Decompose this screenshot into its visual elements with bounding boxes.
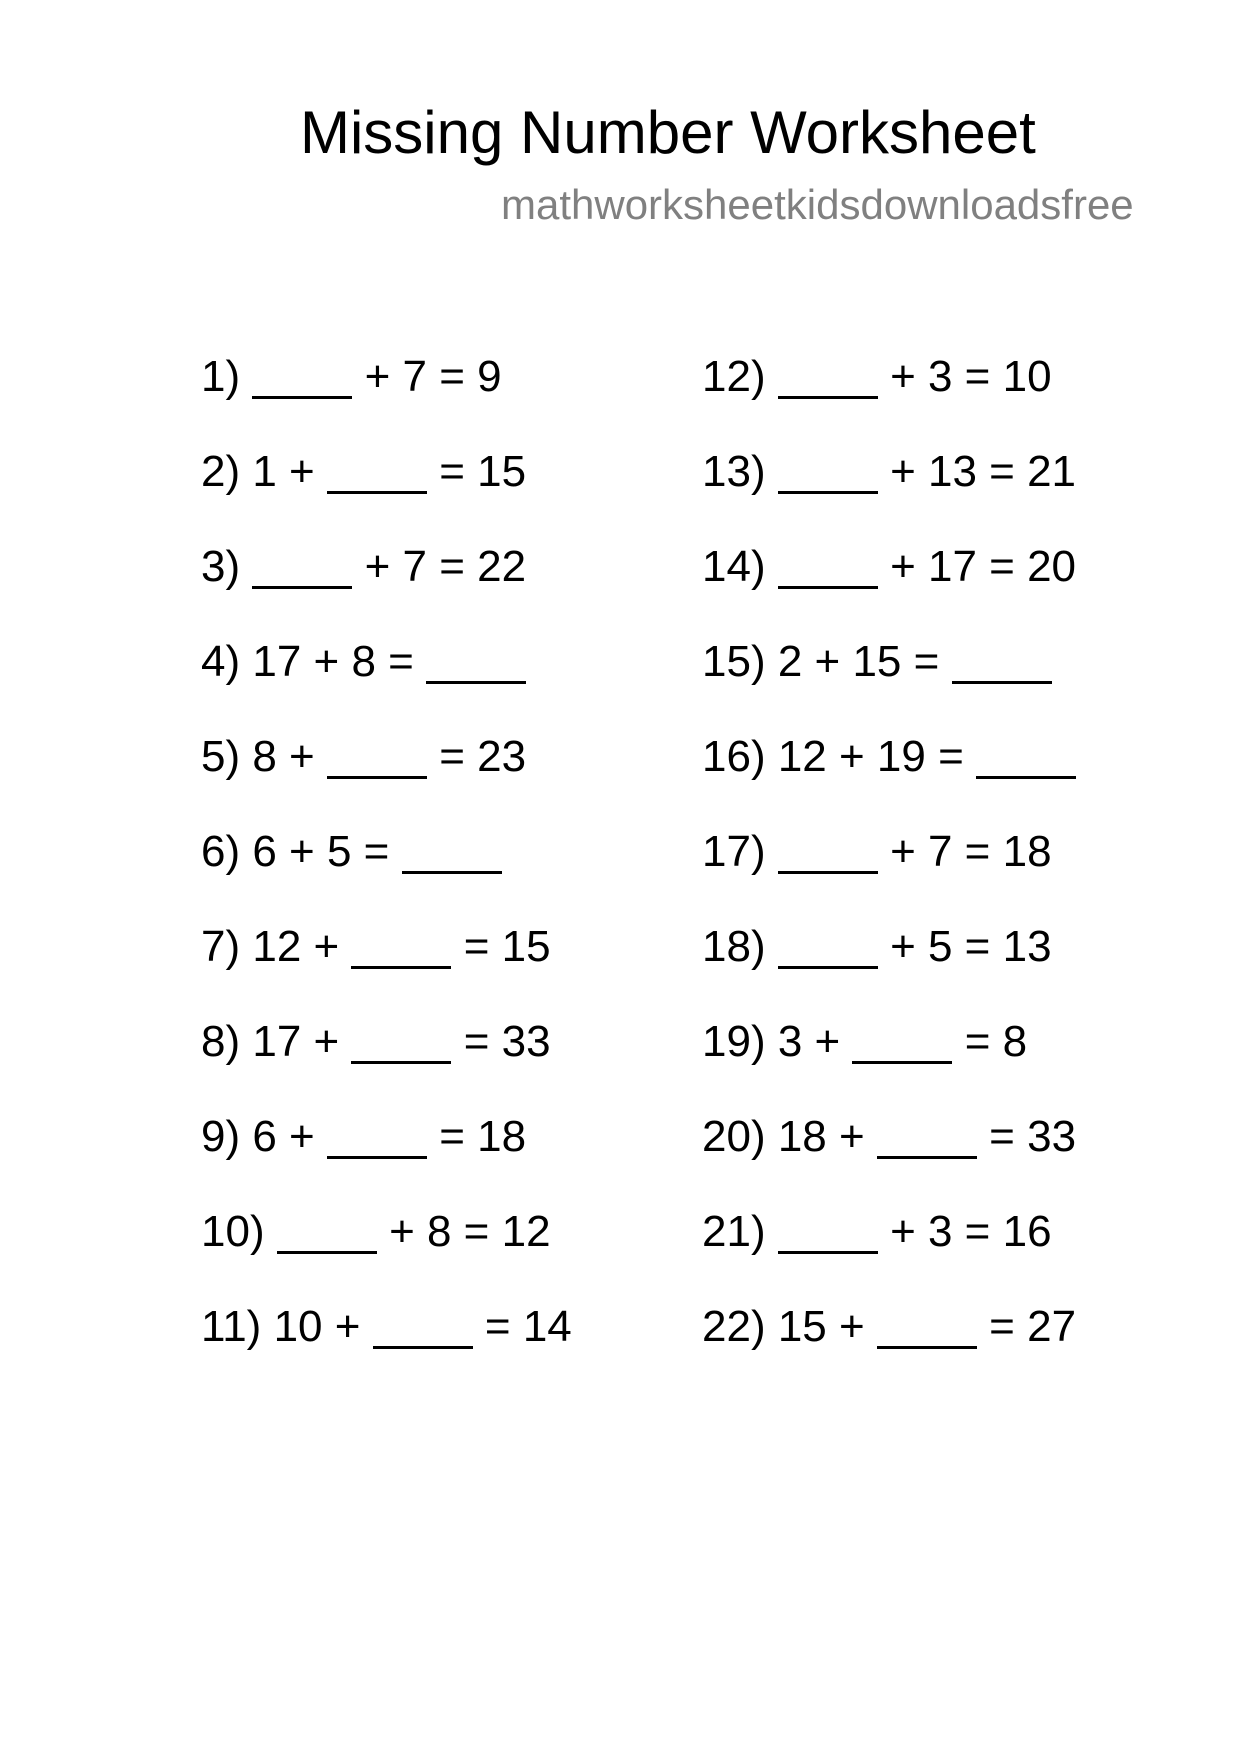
problem-expression: 12 + bbox=[252, 922, 340, 971]
problem-expression: + 7 = 18 bbox=[890, 827, 1052, 876]
problem-item bbox=[201, 827, 502, 877]
problem-expression: = 14 bbox=[484, 1302, 572, 1351]
problem-number: 20) bbox=[702, 1112, 766, 1161]
problem-number: 1) bbox=[201, 352, 241, 401]
problem-expression: + 3 = 10 bbox=[890, 352, 1052, 401]
problem-number: 10) bbox=[201, 1207, 265, 1256]
answer-blank[interactable] bbox=[252, 586, 352, 589]
problem-number: 13) bbox=[702, 447, 766, 496]
problem-expression: = 27 bbox=[989, 1302, 1077, 1351]
problem-expression: = 15 bbox=[439, 447, 527, 496]
answer-blank[interactable] bbox=[877, 1346, 977, 1349]
problem-number: 7) bbox=[201, 922, 241, 971]
problem-expression: = 23 bbox=[439, 732, 527, 781]
problem-expression: + 3 = 16 bbox=[890, 1207, 1052, 1256]
answer-blank[interactable] bbox=[373, 1346, 473, 1349]
problem-number: 11) bbox=[201, 1302, 262, 1351]
problem-expression: 1 + bbox=[252, 447, 315, 496]
problem-item bbox=[702, 1207, 1052, 1257]
answer-blank[interactable] bbox=[877, 1156, 977, 1159]
answer-blank[interactable] bbox=[327, 1156, 427, 1159]
answer-blank[interactable] bbox=[351, 966, 451, 969]
answer-blank[interactable] bbox=[351, 1061, 451, 1064]
problem-item bbox=[702, 637, 1052, 687]
problem-number: 3) bbox=[201, 542, 241, 591]
problem-expression: 10 + bbox=[273, 1302, 361, 1351]
problem-number: 19) bbox=[702, 1017, 766, 1066]
answer-blank[interactable] bbox=[426, 681, 526, 684]
problem-number: 9) bbox=[201, 1112, 241, 1161]
problem-expression: = 8 bbox=[964, 1017, 1028, 1066]
problem-number: 22) bbox=[702, 1302, 766, 1351]
problem-item bbox=[201, 1207, 551, 1257]
answer-blank[interactable] bbox=[252, 396, 352, 399]
problem-item bbox=[201, 542, 526, 592]
problem-expression: 15 + bbox=[777, 1302, 865, 1351]
problem-item bbox=[702, 1112, 1076, 1162]
problem-expression: 3 + bbox=[777, 1017, 841, 1066]
answer-blank[interactable] bbox=[852, 1061, 952, 1064]
problem-item bbox=[702, 447, 1076, 497]
problem-item bbox=[201, 732, 526, 782]
answer-blank[interactable] bbox=[778, 586, 878, 589]
problem-number: 15) bbox=[702, 637, 766, 686]
problem-item bbox=[201, 637, 526, 687]
problem-expression: + 17 = 20 bbox=[890, 542, 1077, 591]
answer-blank[interactable] bbox=[277, 1251, 377, 1254]
problem-expression: + 5 = 13 bbox=[890, 922, 1052, 971]
answer-blank[interactable] bbox=[402, 871, 502, 874]
problem-expression: 2 + 15 = bbox=[777, 637, 940, 686]
problem-number: 4) bbox=[201, 637, 241, 686]
problem-number: 14) bbox=[702, 542, 766, 591]
problem-number: 5) bbox=[201, 732, 241, 781]
problem-item bbox=[201, 352, 502, 402]
answer-blank[interactable] bbox=[778, 1251, 878, 1254]
problem-number: 6) bbox=[201, 827, 241, 876]
problem-number: 17) bbox=[702, 827, 766, 876]
answer-blank[interactable] bbox=[778, 871, 878, 874]
problem-number: 2) bbox=[201, 447, 241, 496]
problem-expression: 6 + 5 = bbox=[252, 827, 390, 876]
problem-item bbox=[201, 1112, 526, 1162]
problem-expression: 12 + 19 = bbox=[777, 732, 964, 781]
problem-expression: = 18 bbox=[439, 1112, 527, 1161]
problem-expression: + 7 = 22 bbox=[364, 542, 527, 591]
problem-item bbox=[702, 827, 1052, 877]
problem-expression: 17 + 8 = bbox=[252, 637, 414, 686]
problem-item bbox=[201, 922, 551, 972]
problem-item bbox=[702, 922, 1052, 972]
problem-expression: 18 + bbox=[777, 1112, 865, 1161]
problem-expression: + 7 = 9 bbox=[364, 352, 502, 401]
problem-expression: = 15 bbox=[463, 922, 551, 971]
page-subtitle: mathworksheetkidsdownloadsfree bbox=[501, 181, 1134, 228]
problem-expression: 8 + bbox=[252, 732, 315, 781]
answer-blank[interactable] bbox=[778, 491, 878, 494]
problem-number: 12) bbox=[702, 352, 766, 401]
problem-item bbox=[201, 1302, 572, 1352]
problem-item bbox=[702, 352, 1052, 402]
problem-number: 18) bbox=[702, 922, 766, 971]
answer-blank[interactable] bbox=[976, 776, 1076, 779]
problem-expression: + 13 = 21 bbox=[890, 447, 1077, 496]
problem-expression: 6 + bbox=[252, 1112, 315, 1161]
problem-item bbox=[702, 1017, 1027, 1067]
problem-item bbox=[201, 1017, 551, 1067]
problem-expression: 17 + bbox=[252, 1017, 340, 1066]
problem-item bbox=[702, 542, 1076, 592]
page-title: Missing Number Worksheet bbox=[300, 99, 1036, 166]
answer-blank[interactable] bbox=[778, 966, 878, 969]
problem-expression: + 8 = 12 bbox=[389, 1207, 551, 1256]
answer-blank[interactable] bbox=[952, 681, 1052, 684]
problem-number: 16) bbox=[702, 732, 766, 781]
problem-item bbox=[201, 447, 526, 497]
problem-item bbox=[702, 732, 1076, 782]
problem-number: 8) bbox=[201, 1017, 241, 1066]
problem-number: 21) bbox=[702, 1207, 766, 1256]
problem-expression: = 33 bbox=[463, 1017, 551, 1066]
answer-blank[interactable] bbox=[778, 396, 878, 399]
answer-blank[interactable] bbox=[327, 776, 427, 779]
problem-item bbox=[702, 1302, 1076, 1352]
answer-blank[interactable] bbox=[327, 491, 427, 494]
problem-expression: = 33 bbox=[989, 1112, 1077, 1161]
